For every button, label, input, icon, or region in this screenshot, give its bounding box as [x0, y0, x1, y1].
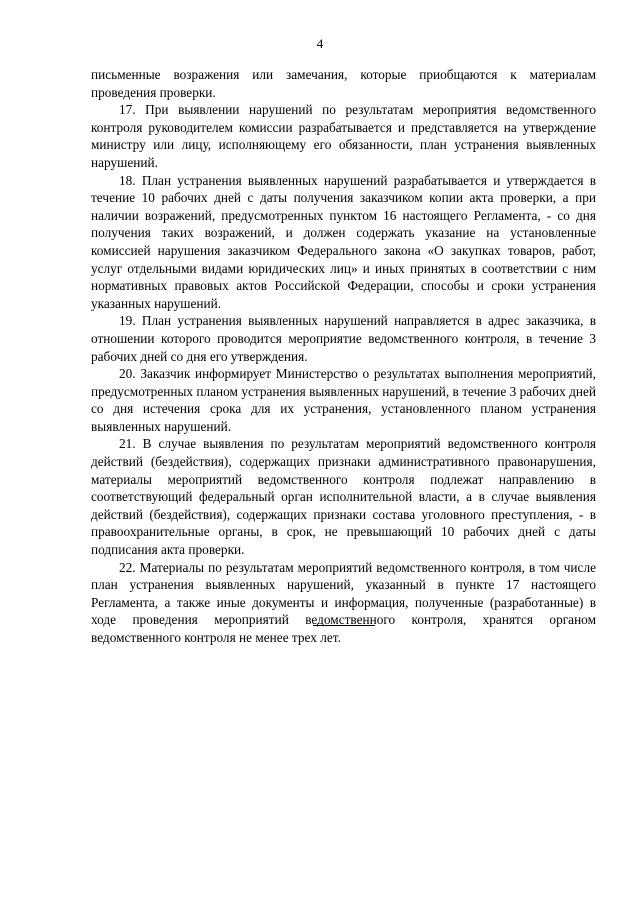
- paragraph-19: 19. План устранения выявленных нарушений направляется в адрес заказчика, в отношении которого проводится мероприятие ведомственного контроля, в течение 3 рабочих дней со дня его утверждения.: [91, 313, 596, 364]
- paragraph-18: 18. План устранения выявленных нарушений разрабатывается и утверждается в течение 10 рабочих дней с даты получения заказчиком копии акта проверки, а при наличии возражений, предусмотренных пунктом 16 настоящего Регламента, - со дня получения таких возражений, и должен содержать указание на установленные комиссией нарушения заказчиком Федерального закона «О закупках товаров, работ, услуг отдельными видами юридических лиц» и иных принятых в соответствии с ним нормативных правовых актов Российской Федерации, способы и сроки устранения указанных нарушений.: [91, 172, 596, 311]
- paragraph-21: 21. В случае выявления по результатам мероприятий ведомственного контроля действий (бездействия), содержащих признаки административного правонарушения, материалы мероприятий ведомственного контроля подлежат направлению в соответствующий федеральный орган исполнительной власти, а в случае выявления действий (бездействия), содержащих признаки состава уголовного преступления, - в правоохранительные органы, в срок, не превышающий 10 рабочих дней с даты подписания акта проверки.: [91, 436, 596, 558]
- paragraph-22: 22. Материалы по результатам мероприятий ведомственного контроля, в том числе план устранения выявленных нарушений, указанный в пункте 17 настоящего Регламента, а также иные документы и информация, полученные (разработанные) в ходе проведения мероприятий ведомственного контроля, хранятся органом ведомственного контроля не менее трех лет.: [91, 559, 596, 645]
- document-body: [91, 66, 596, 647]
- page-number: 4: [316, 36, 324, 51]
- paragraph-continuation: письменные возражения или замечания, которые приобщаются к материалам проведения проверки.: [91, 67, 596, 100]
- end-of-document-rule: [313, 625, 375, 626]
- paragraph-20: 20. Заказчик информирует Министерство о результатах выполнения мероприятий, предусмотренных планом устранения выявленных нарушений, в течение 3 рабочих дней со дня истечения срока для их устранения, установленного планом устранения выявленных нарушений.: [91, 366, 596, 434]
- paragraph-17: 17. При выявлении нарушений по результатам мероприятия ведомственного контроля руководителем комиссии разрабатывается и представляется на утверждение министру или лицу, исполняющему его обязанности, план устранения выявленных нарушений.: [91, 102, 596, 170]
